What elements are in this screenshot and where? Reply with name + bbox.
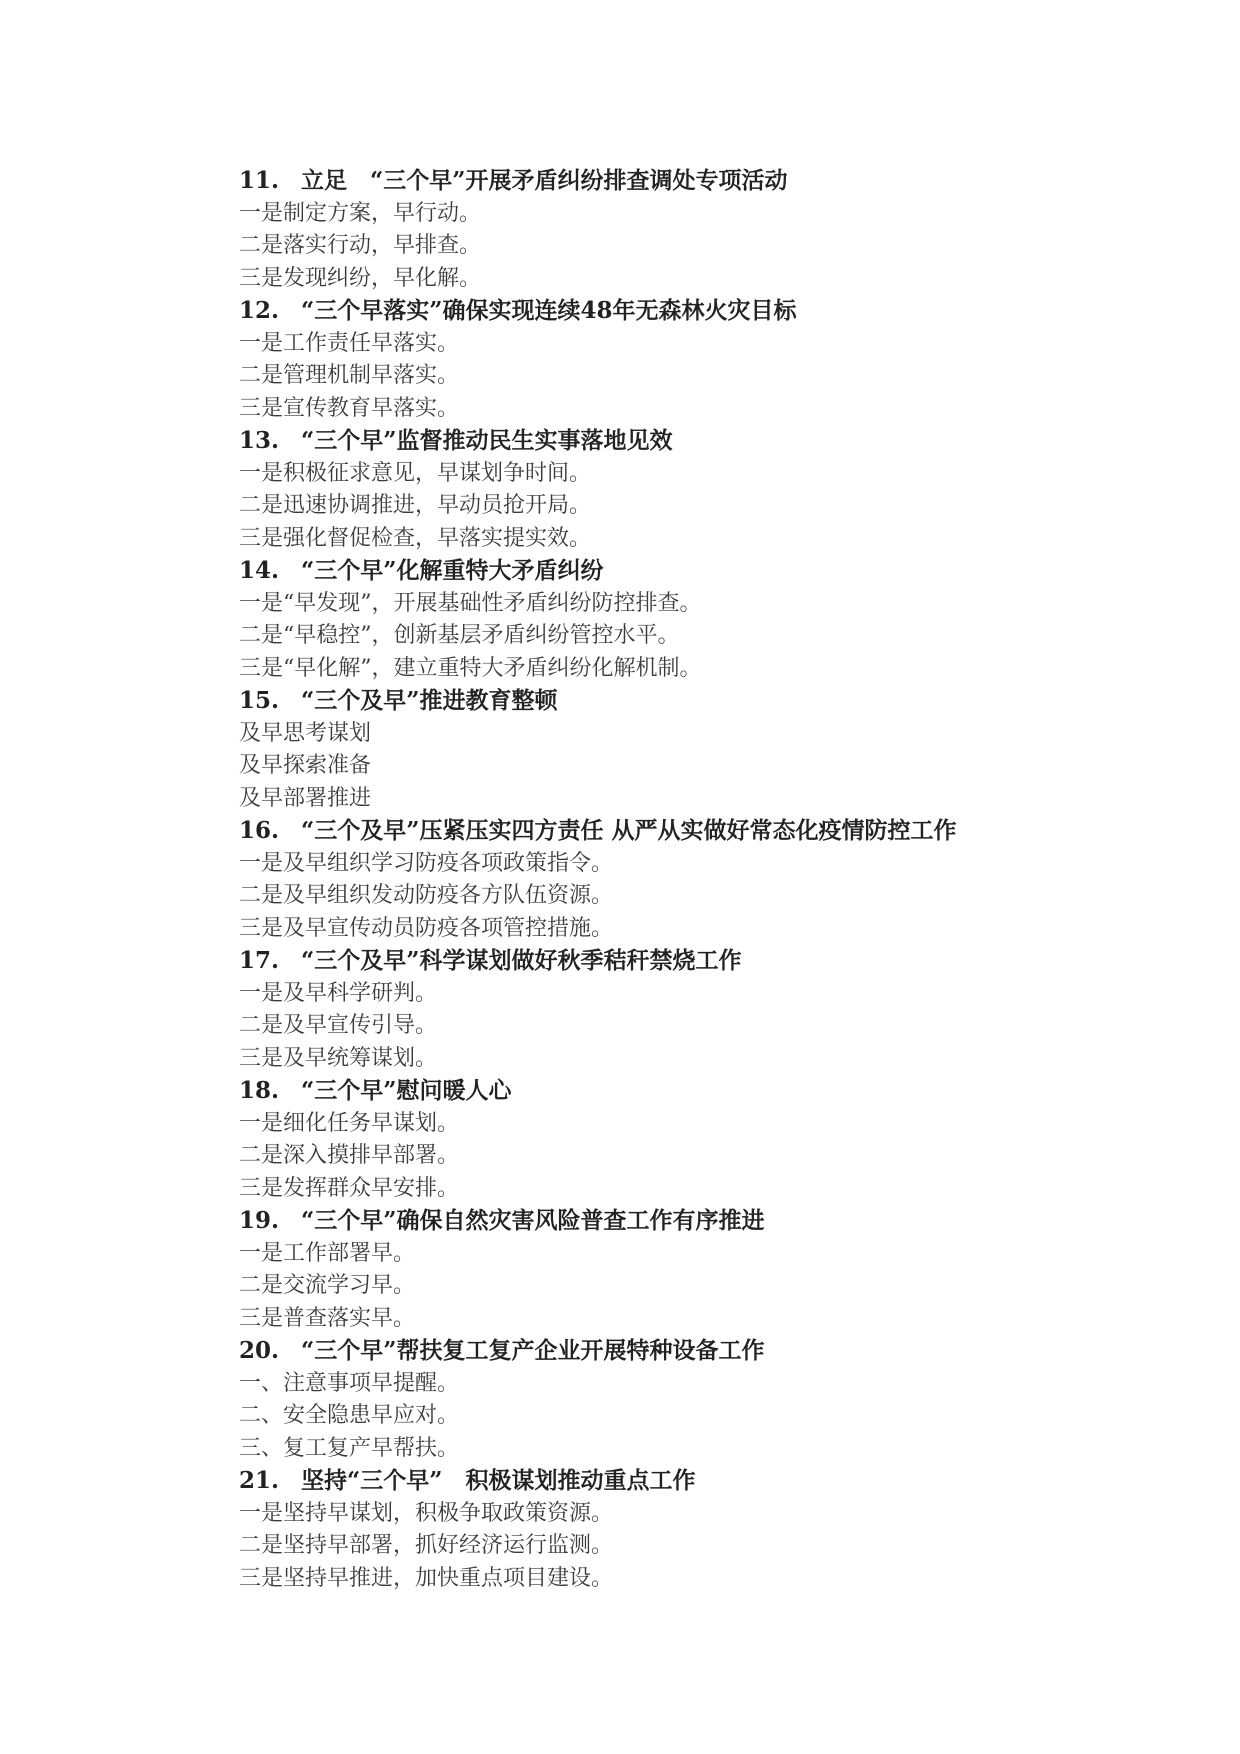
section-20 — [239, 1335, 1139, 1465]
section-14 — [239, 555, 1139, 685]
list-item: 二是交流学习早。 — [239, 1273, 416, 1298]
section-title: 坚持“三个早” 积极谋划推动重点工作 — [301, 1467, 696, 1494]
section-heading — [239, 555, 1139, 588]
section-title: “三个早”确保自然灾害风险普查工作有序推进 — [301, 1207, 765, 1234]
section-15 — [239, 685, 1139, 815]
section-title: “三个及早”科学谋划做好秋季秸秆禁烧工作 — [301, 947, 742, 974]
section-heading — [239, 1205, 1139, 1238]
section-title: “三个及早”压紧压实四方责任 从严从实做好常态化疫情防控工作 — [301, 817, 957, 844]
list-item: 二是落实行动，早排查。 — [239, 233, 482, 258]
section-21 — [239, 1465, 1139, 1595]
list-item: 一、注意事项早提醒。 — [239, 1370, 460, 1396]
section-17 — [239, 945, 1139, 1075]
section-number: 18. — [239, 1077, 280, 1104]
list-item: 三是“早化解”，建立重特大矛盾纠纷化解机制。 — [239, 655, 702, 681]
list-item: 二、安全隐患早应对。 — [239, 1403, 460, 1428]
list-item: 二是及早组织发动防疫各方队伍资源。 — [239, 883, 614, 908]
list-item: 三是普查落实早。 — [239, 1305, 416, 1331]
section-title: “三个及早”推进教育整顿 — [301, 687, 558, 714]
section-heading — [239, 425, 1139, 458]
list-item: 一是及早组织学习防疫各项政策指令。 — [239, 850, 614, 876]
list-item: 一是积极征求意见，早谋划争时间。 — [239, 460, 592, 486]
section-title: “三个早”监督推动民生实事落地见效 — [301, 427, 673, 454]
section-number: 19. — [239, 1207, 280, 1234]
list-item: 一是坚持早谋划，积极争取政策资源。 — [239, 1500, 614, 1526]
section-title: “三个早落实”确保实现连续48年无森林火灾目标 — [301, 297, 797, 324]
section-heading — [239, 1465, 1139, 1498]
section-number: 20. — [239, 1337, 280, 1364]
list-item: 三、复工复产早帮扶。 — [239, 1435, 460, 1461]
list-item: 三是及早统筹谋划。 — [239, 1045, 438, 1071]
section-16 — [239, 815, 1139, 945]
section-heading — [239, 1075, 1139, 1108]
section-number: 14. — [239, 557, 280, 584]
list-item: 及早思考谋划 — [239, 720, 372, 746]
list-item: 二是迅速协调推进，早动员抢开局。 — [239, 493, 592, 518]
section-number: 15. — [239, 687, 280, 714]
list-item: 三是强化督促检查，早落实提实效。 — [239, 525, 592, 551]
section-11 — [239, 165, 1139, 295]
section-title: “三个早”慰问暖人心 — [301, 1077, 512, 1104]
section-heading — [239, 165, 1139, 198]
section-18 — [239, 1075, 1139, 1205]
section-title: “三个早”化解重特大矛盾纠纷 — [301, 557, 604, 584]
section-heading — [239, 1335, 1139, 1368]
list-item: 三是坚持早推进，加快重点项目建设。 — [239, 1565, 614, 1591]
section-number: 11. — [239, 167, 280, 194]
section-title: 立足 “三个早”开展矛盾纠纷排查调处专项活动 — [301, 167, 788, 194]
section-number: 12. — [239, 297, 280, 324]
list-item: 二是深入摸排早部署。 — [239, 1143, 460, 1168]
list-item: 一是及早科学研判。 — [239, 980, 438, 1006]
list-item: 三是发挥群众早安排。 — [239, 1175, 460, 1201]
section-heading — [239, 295, 1139, 328]
section-number: 13. — [239, 427, 280, 454]
section-13 — [239, 425, 1139, 555]
list-item: 一是制定方案，早行动。 — [239, 200, 482, 226]
list-item: 及早部署推进 — [239, 785, 372, 811]
list-item: 二是管理机制早落实。 — [239, 363, 460, 388]
list-item: 三是发现纠纷，早化解。 — [239, 265, 482, 291]
section-heading — [239, 685, 1139, 718]
list-item: 三是宣传教育早落实。 — [239, 395, 460, 421]
document-body — [239, 165, 1139, 1595]
section-12 — [239, 295, 1139, 425]
list-item: 一是工作部署早。 — [239, 1240, 416, 1266]
list-item: 二是坚持早部署，抓好经济运行监测。 — [239, 1533, 614, 1558]
section-title: “三个早”帮扶复工复产企业开展特种设备工作 — [301, 1337, 765, 1364]
section-heading — [239, 815, 1139, 848]
section-number: 21. — [239, 1467, 280, 1494]
list-item: 一是细化任务早谋划。 — [239, 1110, 460, 1136]
section-19 — [239, 1205, 1139, 1335]
list-item: 二是及早宣传引导。 — [239, 1013, 438, 1038]
list-item: 三是及早宣传动员防疫各项管控措施。 — [239, 915, 614, 941]
section-heading — [239, 945, 1139, 978]
list-item: 一是“早发现”，开展基础性矛盾纠纷防控排查。 — [239, 590, 702, 616]
list-item: 二是“早稳控”，创新基层矛盾纠纷管控水平。 — [239, 623, 680, 648]
list-item: 一是工作责任早落实。 — [239, 330, 460, 356]
section-number: 17. — [239, 947, 280, 974]
list-item: 及早探索准备 — [239, 753, 372, 778]
section-number: 16. — [239, 817, 280, 844]
